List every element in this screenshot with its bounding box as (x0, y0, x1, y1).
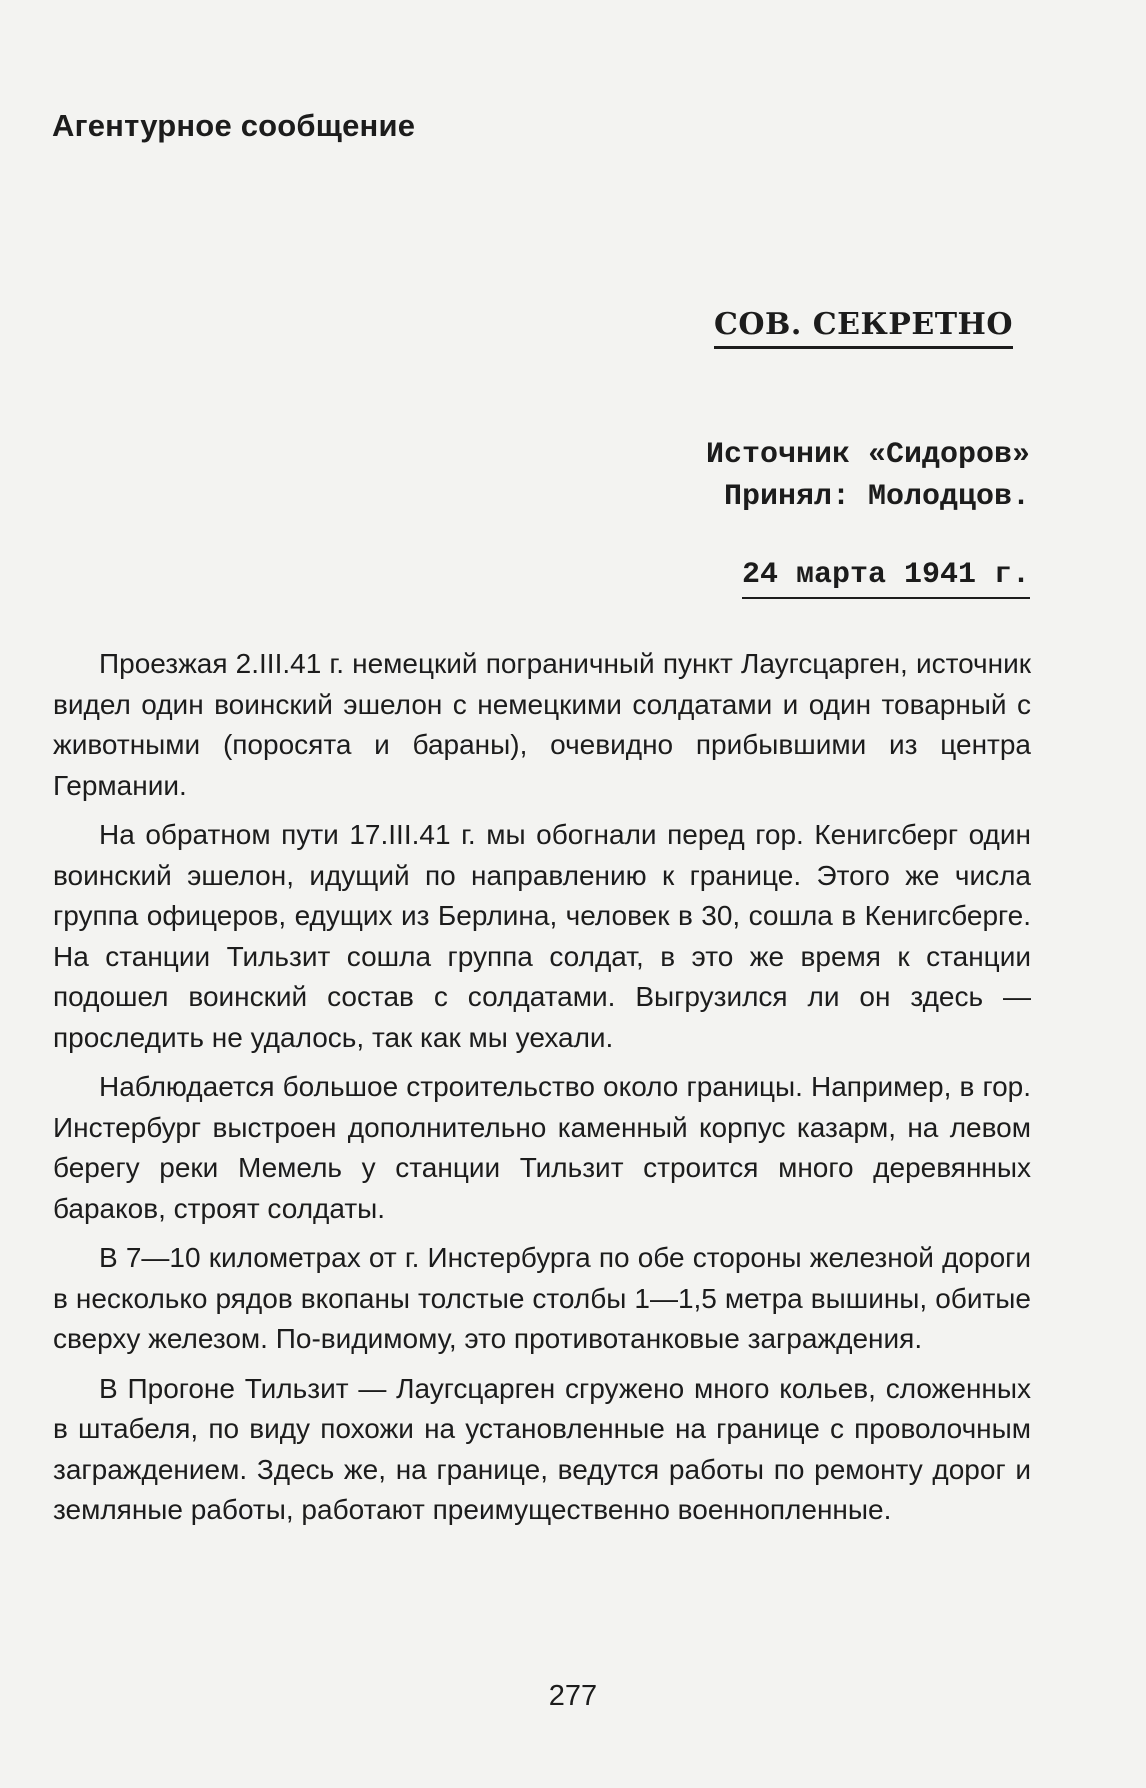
classification-stamp: СОВ. СЕКРЕТНО (714, 306, 1013, 349)
source-line: Источник «Сидоров» (705, 438, 1030, 472)
paragraph: Наблюдается большое строительство около границы. Например, в гор. Инстербург выстроен дополнительно каменный корпус казарм, на левом берегу реки Мемель у станции Тильзит строится много деревянных бараков, строят солдаты. (53, 1071, 1031, 1224)
document-heading: Агентурное сообщение (52, 108, 416, 143)
page-number: 277 (548, 1680, 598, 1712)
document-body (53, 644, 1031, 1540)
paragraph: В Прогоне Тильзит — Лаугсцарген сгружено много кольев, сложенных в штабеля, по виду похожи на установленные на границе с проволочным заграждением. Здесь же, на границе, ведутся работы по ремонту дорог и земляные работы, работают преимущественно военнопленные. (53, 1372, 1031, 1525)
received-by-line: Принял: Молодцов. (723, 480, 1030, 514)
paragraph: В 7—10 километрах от г. Инстербурга по обе стороны железной дороги в несколько рядов вкопаны толстые столбы 1—1,5 метра вышины, обитые сверху железом. По-видимому, это противотанковые заграждения. (53, 1242, 1031, 1354)
paragraph: На обратном пути 17.III.41 г. мы обогнали перед гор. Кенигсберг один воинский эшелон, идущий по направлению к границе. Этого же числа группа офицеров, едущих из Берлина, человек в 30, сошла в Кенигсберге. На станции Тильзит сошла группа солдат, в это же время к станции подошел воинский состав с солдатами. Выгрузился ли он здесь — проследить не удалось, так как мы уехали. (53, 819, 1031, 1053)
paragraph: Проезжая 2.III.41 г. немецкий пограничный пункт Лаугсцарген, источник видел один воинский эшелон с немецкими солдатами и один товарный с животными (поросята и бараны), очевидно прибывшими из центра Германии. (53, 648, 1031, 801)
document-date: 24 марта 1941 г. (742, 556, 1030, 599)
